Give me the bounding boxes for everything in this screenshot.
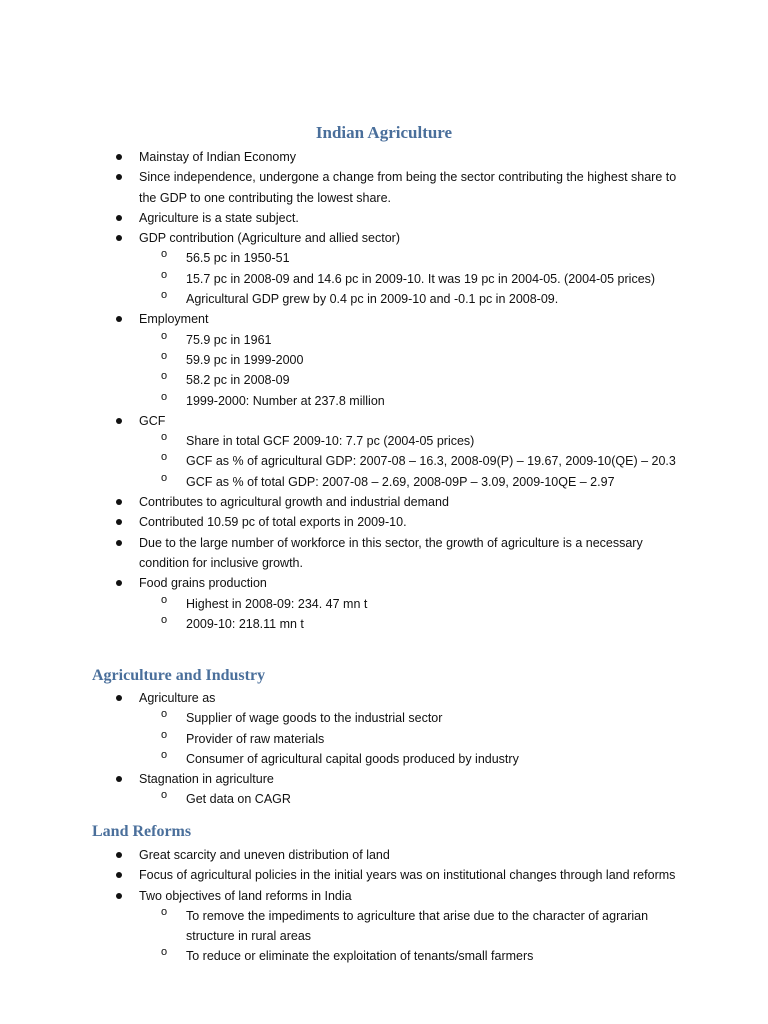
list-item [0,688,768,708]
sub-list-item [0,789,768,809]
list-item-text: Supplier of wage goods to the industrial sector [186,711,443,726]
list-item-text: Share in total GCF 2009-10: 7.7 pc (2004-05 prices) [186,434,475,449]
list-item-text: Get data on CAGR [186,792,291,807]
list-item [0,533,768,574]
bullet-list-overview [0,147,768,634]
list-item-text: 75.9 pc in 1961 [186,332,272,347]
circle-bullet-icon: o [161,471,168,484]
list-item-text: Provider of raw materials [186,731,325,746]
list-item [0,845,768,865]
list-item-text: GCF as % of total GDP: 2007-08 – 2.69, 2008-09P – 3.09, 2009-10QE – 2.97 [186,474,615,489]
list-item-text: To remove the impediments to agriculture that arise due to the character of agrarian structure in rural areas [186,908,649,944]
section-heading-land-reforms: Land Reforms [92,823,192,840]
circle-bullet-icon: o [161,349,168,362]
list-item-text: To reduce or eliminate the exploitation of tenants/small farmers [186,949,534,964]
sub-list-item [0,391,768,411]
bullet-icon [116,893,122,899]
list-item [0,309,768,329]
list-item-text: 1999-2000: Number at 237.8 million [186,393,385,408]
list-item-text: Focus of agricultural policies in the initial years was on institutional changes through land reforms [139,868,676,883]
circle-bullet-icon: o [161,613,168,626]
circle-bullet-icon: o [161,289,168,302]
list-item-text: GCF as % of agricultural GDP: 2007-08 – 16.3, 2008-09(P) – 19.67, 2009-10(QE) – 20.3 [186,454,676,469]
list-item [0,492,768,512]
list-item-text: 58.2 pc in 2008-09 [186,373,290,388]
circle-bullet-icon: o [161,708,168,721]
bullet-icon [116,154,122,160]
list-item-text: Great scarcity and uneven distribution of land [139,848,390,862]
circle-bullet-icon: o [161,905,168,918]
list-item [0,167,768,208]
sub-list-item [0,614,768,634]
list-item [0,512,768,532]
bullet-icon [116,776,122,782]
circle-bullet-icon: o [161,268,168,281]
sub-list-item [0,708,768,728]
list-item [0,886,768,906]
list-item-text: Two objectives of land reforms in India [139,888,352,903]
circle-bullet-icon: o [161,728,168,741]
bullet-list-agriculture-industry [0,688,768,810]
list-item-text: Due to the large number of workforce in this sector, the growth of agriculture is a necessary condition for inclusive growth. [139,535,643,570]
list-item-text: Agriculture is a state subject. [139,210,299,225]
bullet-icon [116,872,122,878]
circle-bullet-icon: o [161,390,168,403]
list-item-text: Stagnation in agriculture [139,772,274,787]
list-item-text: Agriculture as [139,691,216,705]
list-item-text: Consumer of agricultural capital goods produced by industry [186,751,519,766]
bullet-icon [116,519,122,525]
bullet-icon [116,580,122,586]
circle-bullet-icon: o [161,431,168,444]
page-title: Indian Agriculture [315,123,453,142]
list-item [0,228,768,248]
sub-list-item [0,472,768,492]
circle-bullet-icon: o [161,329,168,342]
list-item-text: Contributed 10.59 pc of total exports in 2009-10. [139,515,407,530]
list-item-text: Mainstay of Indian Economy [139,150,297,164]
bullet-icon [116,852,122,858]
list-item-text: 59.9 pc in 1999-2000 [186,352,304,367]
bullet-icon [116,695,122,701]
sub-list-item [0,749,768,769]
list-item-text: Employment [139,312,209,327]
list-item-text: 15.7 pc in 2008-09 and 14.6 pc in 2009-10. It was 19 pc in 2004-05. (2004-05 prices) [186,271,656,286]
list-item-text: Agricultural GDP grew by 0.4 pc in 2009-10 and -0.1 pc in 2008-09. [186,292,559,307]
sub-list-item [0,248,768,268]
sub-list-item [0,370,768,390]
bullet-icon [116,418,122,424]
bullet-icon [116,540,122,546]
list-item-text: GDP contribution (Agriculture and allied sector) [139,231,401,246]
bullet-icon [116,235,122,241]
sub-list-item [0,729,768,749]
bullet-icon [116,215,122,221]
circle-bullet-icon: o [161,593,168,606]
list-item [0,769,768,789]
sub-list-item [0,330,768,350]
bullet-icon [116,174,122,180]
sub-list-item [0,350,768,370]
sub-list-item [0,594,768,614]
sub-list-item [0,289,768,309]
list-item-text: Highest in 2008-09: 234. 47 mn t [186,596,368,611]
sub-list-item [0,269,768,289]
sub-list-item [0,431,768,451]
bullet-list-land-reforms [0,845,768,967]
circle-bullet-icon: o [161,946,168,959]
list-item [0,147,768,167]
circle-bullet-icon: o [161,451,168,464]
circle-bullet-icon: o [161,748,168,761]
list-item [0,865,768,885]
circle-bullet-icon: o [161,789,168,802]
circle-bullet-icon: o [161,370,168,383]
list-item-text: Food grains production [139,576,267,591]
list-item [0,411,768,431]
bullet-icon [116,499,122,505]
list-item-text: Contributes to agricultural growth and industrial demand [139,495,449,510]
list-item-text: Since independence, undergone a change from being the sector contributing the highest share to the GDP to one contributing the lowest share. [139,170,677,205]
list-item [0,573,768,593]
bullet-icon [116,316,122,322]
list-item-text: 56.5 pc in 1950-51 [186,251,290,266]
sub-list-item [0,946,768,966]
circle-bullet-icon: o [161,248,168,261]
section-heading-agriculture-industry: Agriculture and Industry [92,667,266,684]
sub-list-item [0,906,768,947]
list-item-text: GCF [139,413,166,428]
list-item-text: 2009-10: 218.11 mn t [186,616,304,631]
sub-list-item [0,451,768,471]
list-item [0,208,768,228]
